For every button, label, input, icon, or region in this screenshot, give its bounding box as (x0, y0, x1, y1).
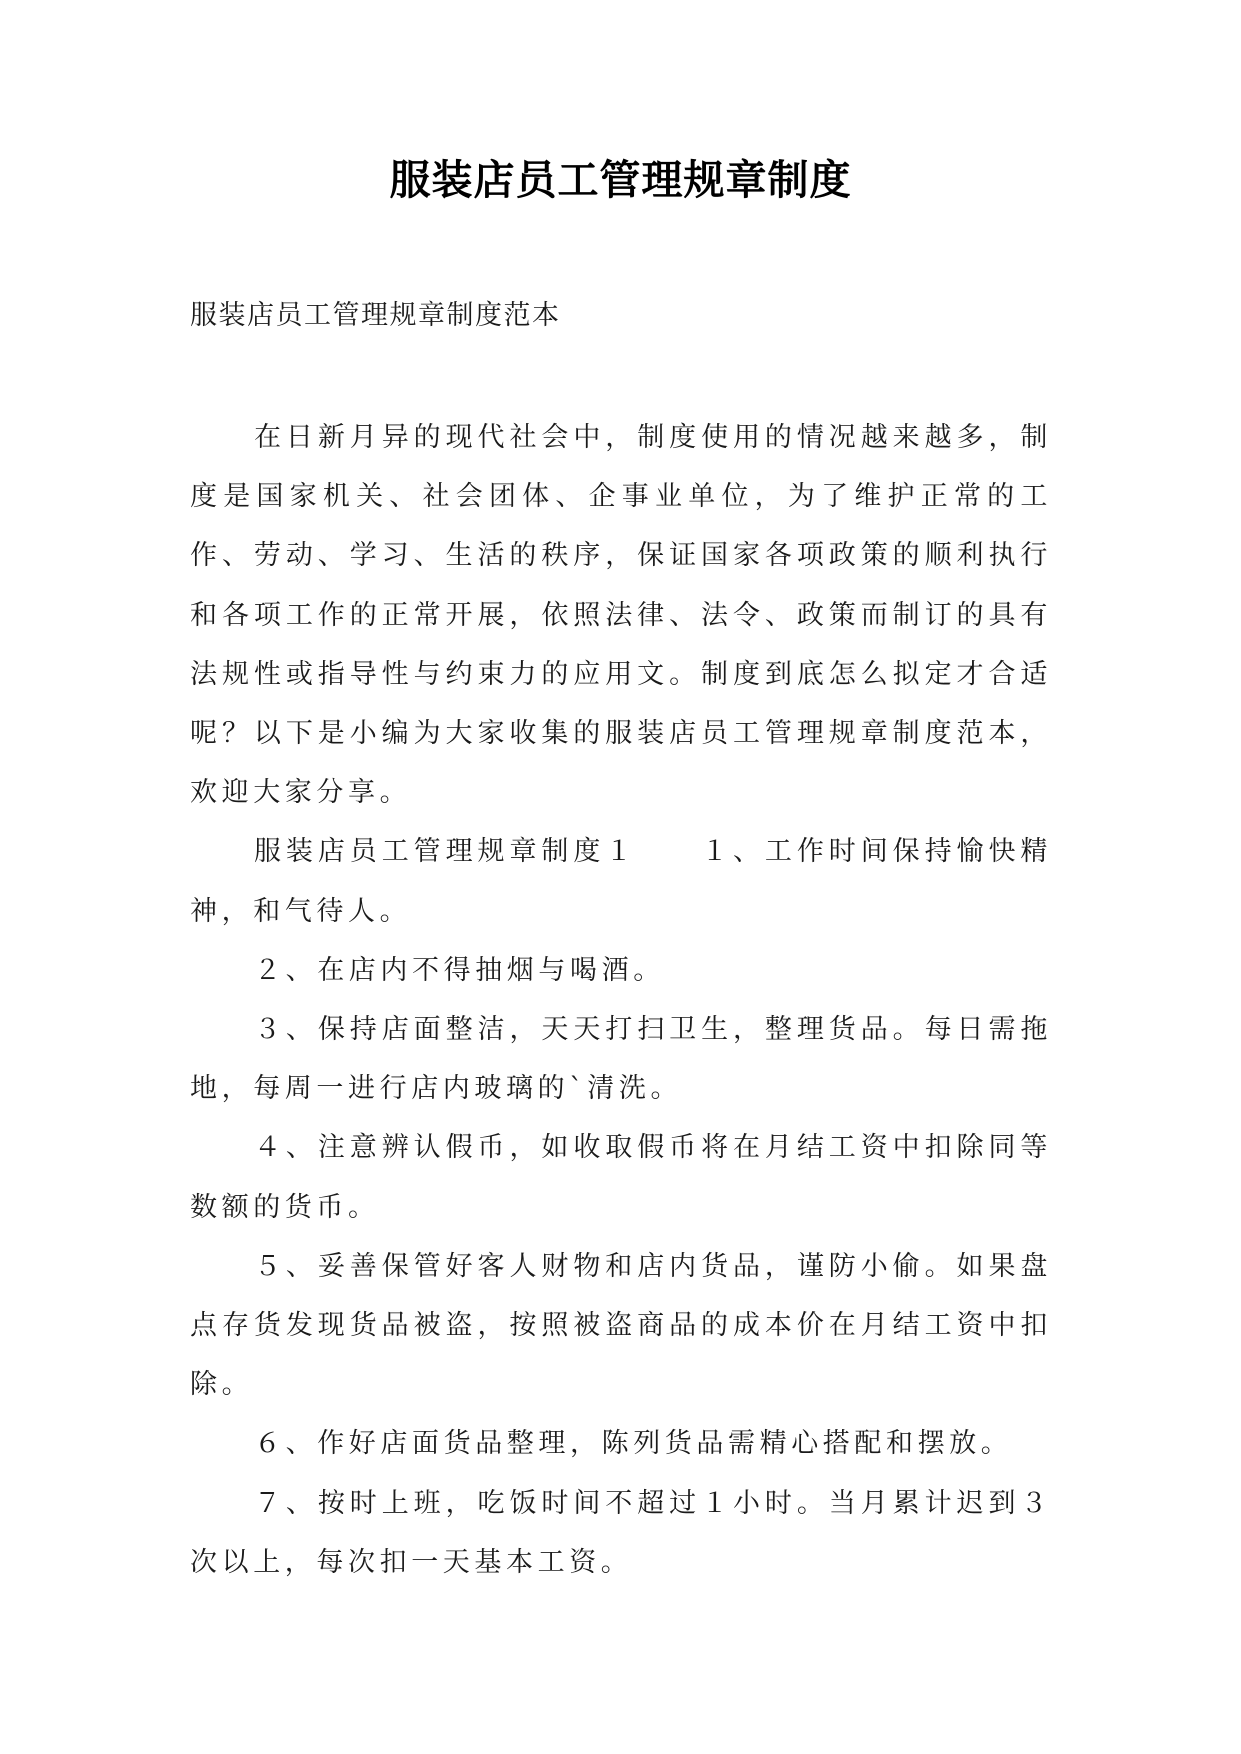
document-title: 服装店员工管理规章制度 (389, 156, 852, 204)
paragraph-rule-2: ２、在店内不得抽烟与喝酒。 (254, 954, 665, 986)
paragraph-rule-4: ４、注意辨认假币，如收取假币将在月结工资中扣除同等数额的货币。 (190, 1132, 1052, 1223)
paragraph-rule-7: ７、按时上班，吃饭时间不超过１小时。当月累计迟到３次以上，每次扣一天基本工资。 (190, 1487, 1052, 1578)
paragraph-rule-5: ５、妥善保管好客人财物和店内货品，谨防小偷。如果盘点存货发现货品被盗，按照被盗商品的成本价在月结工资中扣除。 (190, 1250, 1052, 1401)
paragraph-rule-3: ３、保持店面整洁，天天打扫卫生，整理货品。每日需拖地，每周一进行店内玻璃的`清洗。 (190, 1014, 1052, 1105)
document-body (190, 408, 1052, 1592)
document-subtitle: 服装店员工管理规章制度范本 (190, 300, 561, 331)
paragraph-intro: 在日新月异的现代社会中，制度使用的情况越来越多，制度是国家机关、社会团体、企事业单位，为了维护正常的工作、劳动、学习、生活的秩序，保证国家各项政策的顺利执行和各项工作的正常开展，依照法律、法令、政策而制订的具有法规性或指导性与约束力的应用文。制度到底怎么拟定才合适呢？以下是小编为大家收集的服装店员工管理规章制度范本，欢迎大家分享。 (190, 422, 1052, 809)
paragraph-rule-1: 服装店员工管理规章制度１ １、工作时间保持愉快精神，和气待人。 (190, 836, 1052, 927)
paragraph-rule-6: ６、作好店面货品整理，陈列货品需精心搭配和摆放。 (254, 1428, 1013, 1460)
